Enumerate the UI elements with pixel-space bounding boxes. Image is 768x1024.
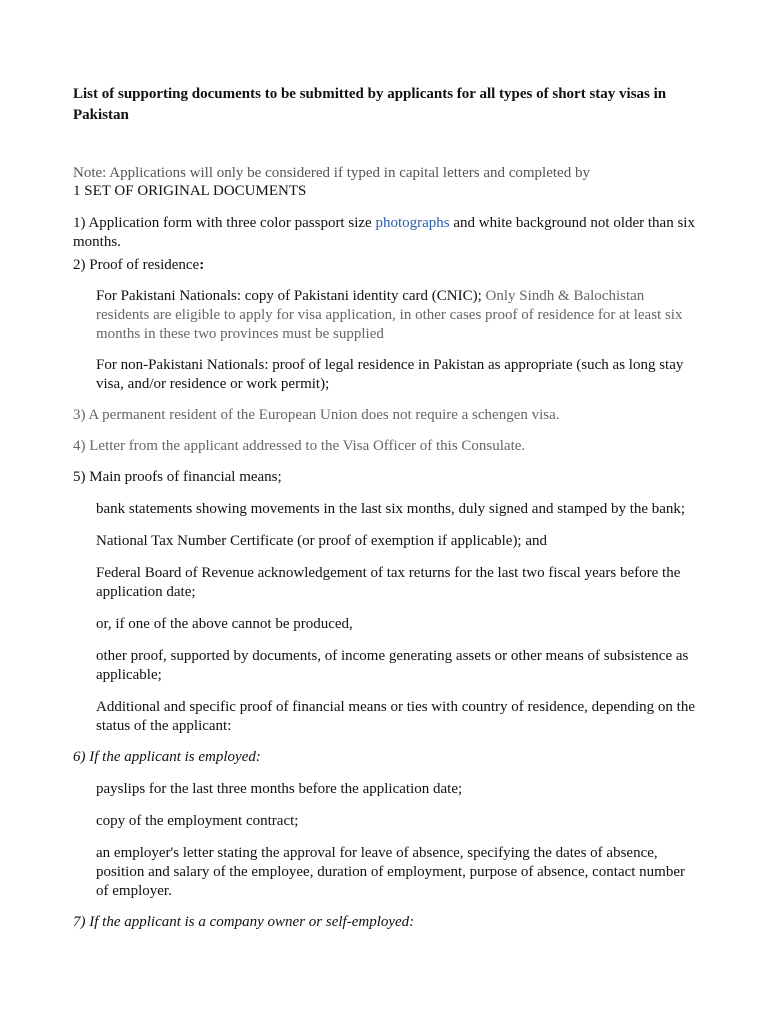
item-3: 3) A permanent resident of the European Union does not require a schengen visa. [73,407,560,423]
item-5-heading: 5) Main proofs of financial means; [73,469,282,485]
item-5-other-proof: other proof, supported by documents, of income generating assets or other means of subsistence as applicable; [96,648,689,683]
item-6-employer-letter: an employer's letter stating the approval for leave of absence, specifying the dates of absence, position and salary of the employee, duration of employment, purpose of absence, contact number of employer. [96,845,685,899]
item-2-non-pakistani: For non-Pakistani Nationals: proof of legal residence in Pakistan as appropriate (such as long stay visa, and/or residence or work permit); [96,357,684,392]
item-5-tax-returns: Federal Board of Revenue acknowledgement of tax returns for the last two fiscal years before the application date; [96,565,681,600]
item-5-bank-statements: bank statements showing movements in the last six months, duly signed and stamped by the bank; [96,501,686,517]
photographs-link[interactable]: photographs [375,215,450,231]
document-title: List of supporting documents to be submitted by applicants for all types of short stay visas in Pakistan [73,86,667,123]
item-2-heading [73,256,698,275]
item-2-pakistani [96,287,698,344]
item-5-additional-proof: Additional and specific proof of financial means or ties with country of residence, depending on the status of the applicant: [96,699,695,734]
item-6-payslips: payslips for the last three months before the application date; [96,781,463,797]
item-2-pakistani-note: Only Sindh & Balochistan residents are eligible to apply for visa application, in other cases proof of residence for at least six months in these two provinces must be supplied [96,288,683,342]
item-7-heading: 7) If the applicant is a company owner or self-employed: [73,914,415,930]
item-6-employment-contract: copy of the employment contract; [96,813,299,829]
item-1-text-before: 1) Application form with three color passport size [73,215,376,231]
document-page [73,84,698,932]
item-4: 4) Letter from the applicant addressed to the Visa Officer of this Consulate. [73,438,526,454]
item-5-tax-number: National Tax Number Certificate (or proof of exemption if applicable); and [96,533,548,549]
item-2-heading-colon: : [199,257,205,273]
note-line-2: 1 SET OF ORIGINAL DOCUMENTS [73,183,307,199]
item-2-pakistani-main: For Pakistani Nationals: copy of Pakistani identity card (CNIC); [96,288,482,304]
item-6-heading: 6) If the applicant is employed: [73,749,261,765]
item-1-text-after: and white background not older than six months. [73,215,695,250]
item-2-heading-text: 2) Proof of residence [73,257,200,273]
item-1 [73,214,698,252]
item-5-alternative: or, if one of the above cannot be produced, [96,616,353,632]
note [73,164,698,200]
note-line-1: Note: Applications will only be considered if typed in capital letters and completed by [73,165,590,181]
